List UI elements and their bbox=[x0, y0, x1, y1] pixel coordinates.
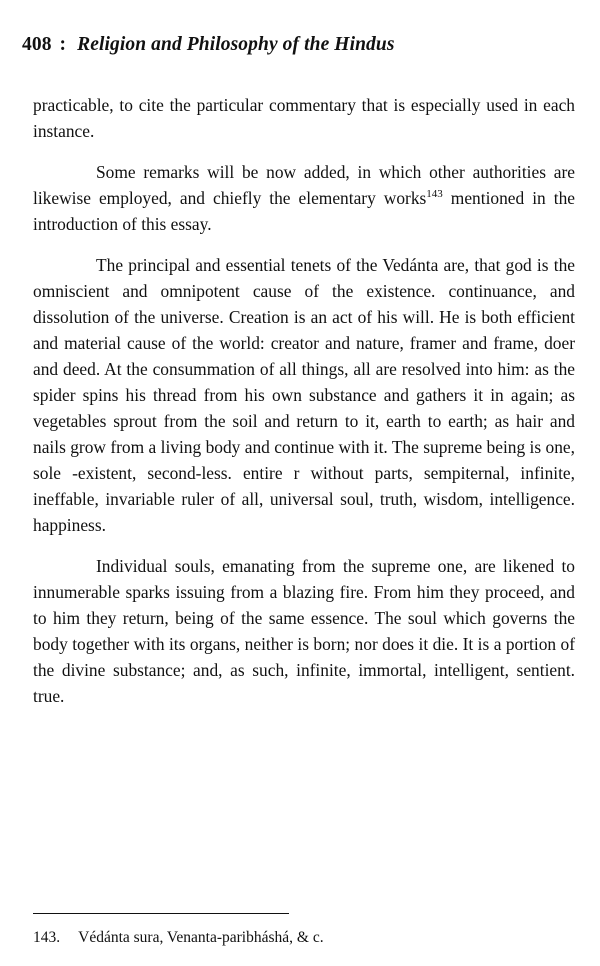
header-separator: : bbox=[59, 34, 67, 55]
footnote-divider bbox=[33, 913, 289, 914]
page-number: 408 bbox=[22, 34, 52, 55]
paragraph-souls: Individual souls, emanating from the supreme one, are likened to innumerable sparks issuing from a blazing fire. From him they proceed, and to him they return, being of the same essence. The soul which governs the body together with its organs, neither is born; nor does it die. It is a portion of the divine substance; and, as such, infinite, immortal, intelligent, sentient. true. bbox=[33, 556, 575, 706]
paragraph-tenets: The principal and essential tenets of the Vedánta are, that god is the omniscient and omnipotent cause of the existence. continuance, and dissolution of the universe. Creation is an act of his will. He is both efficient and material cause of the world: creator and nature, framer and frame, doer and deed. At the consummation of all things, all are resolved into him: as the spider spins his thread from his own substance and gathers it in again; as vegetables sprout from the soil and return to it, earth to earth; as hair and nails grow from a living body and continue with it. The supreme being is one, sole -existent, second-less. entire r without parts, sempiternal, infinite, ineffable, invariable ruler of all, universal soul, truth, wisdom, intelligence. happiness. bbox=[33, 255, 575, 535]
footnote bbox=[33, 929, 324, 947]
paragraph-remarks-text-end: mentioned in the introduction of this essay. bbox=[33, 188, 575, 234]
running-title: Religion and Philosophy of the Hindus bbox=[77, 34, 395, 55]
paragraph-continued: practicable, to cite the particular commentary that is especially used in each instance. bbox=[33, 95, 575, 141]
footnote-reference: 143 bbox=[426, 188, 443, 201]
page-header bbox=[22, 34, 395, 56]
paragraph-remarks bbox=[33, 159, 575, 237]
paragraph-remarks-text: Some remarks will be now added, in which other authorities are likewise employed, and chiefly the elementary works bbox=[33, 162, 575, 208]
footnote-number: 143. bbox=[33, 929, 61, 946]
main-text bbox=[33, 92, 575, 709]
footnote-text: Védánta sura, Venanta-paribháshá, & c. bbox=[78, 929, 324, 946]
